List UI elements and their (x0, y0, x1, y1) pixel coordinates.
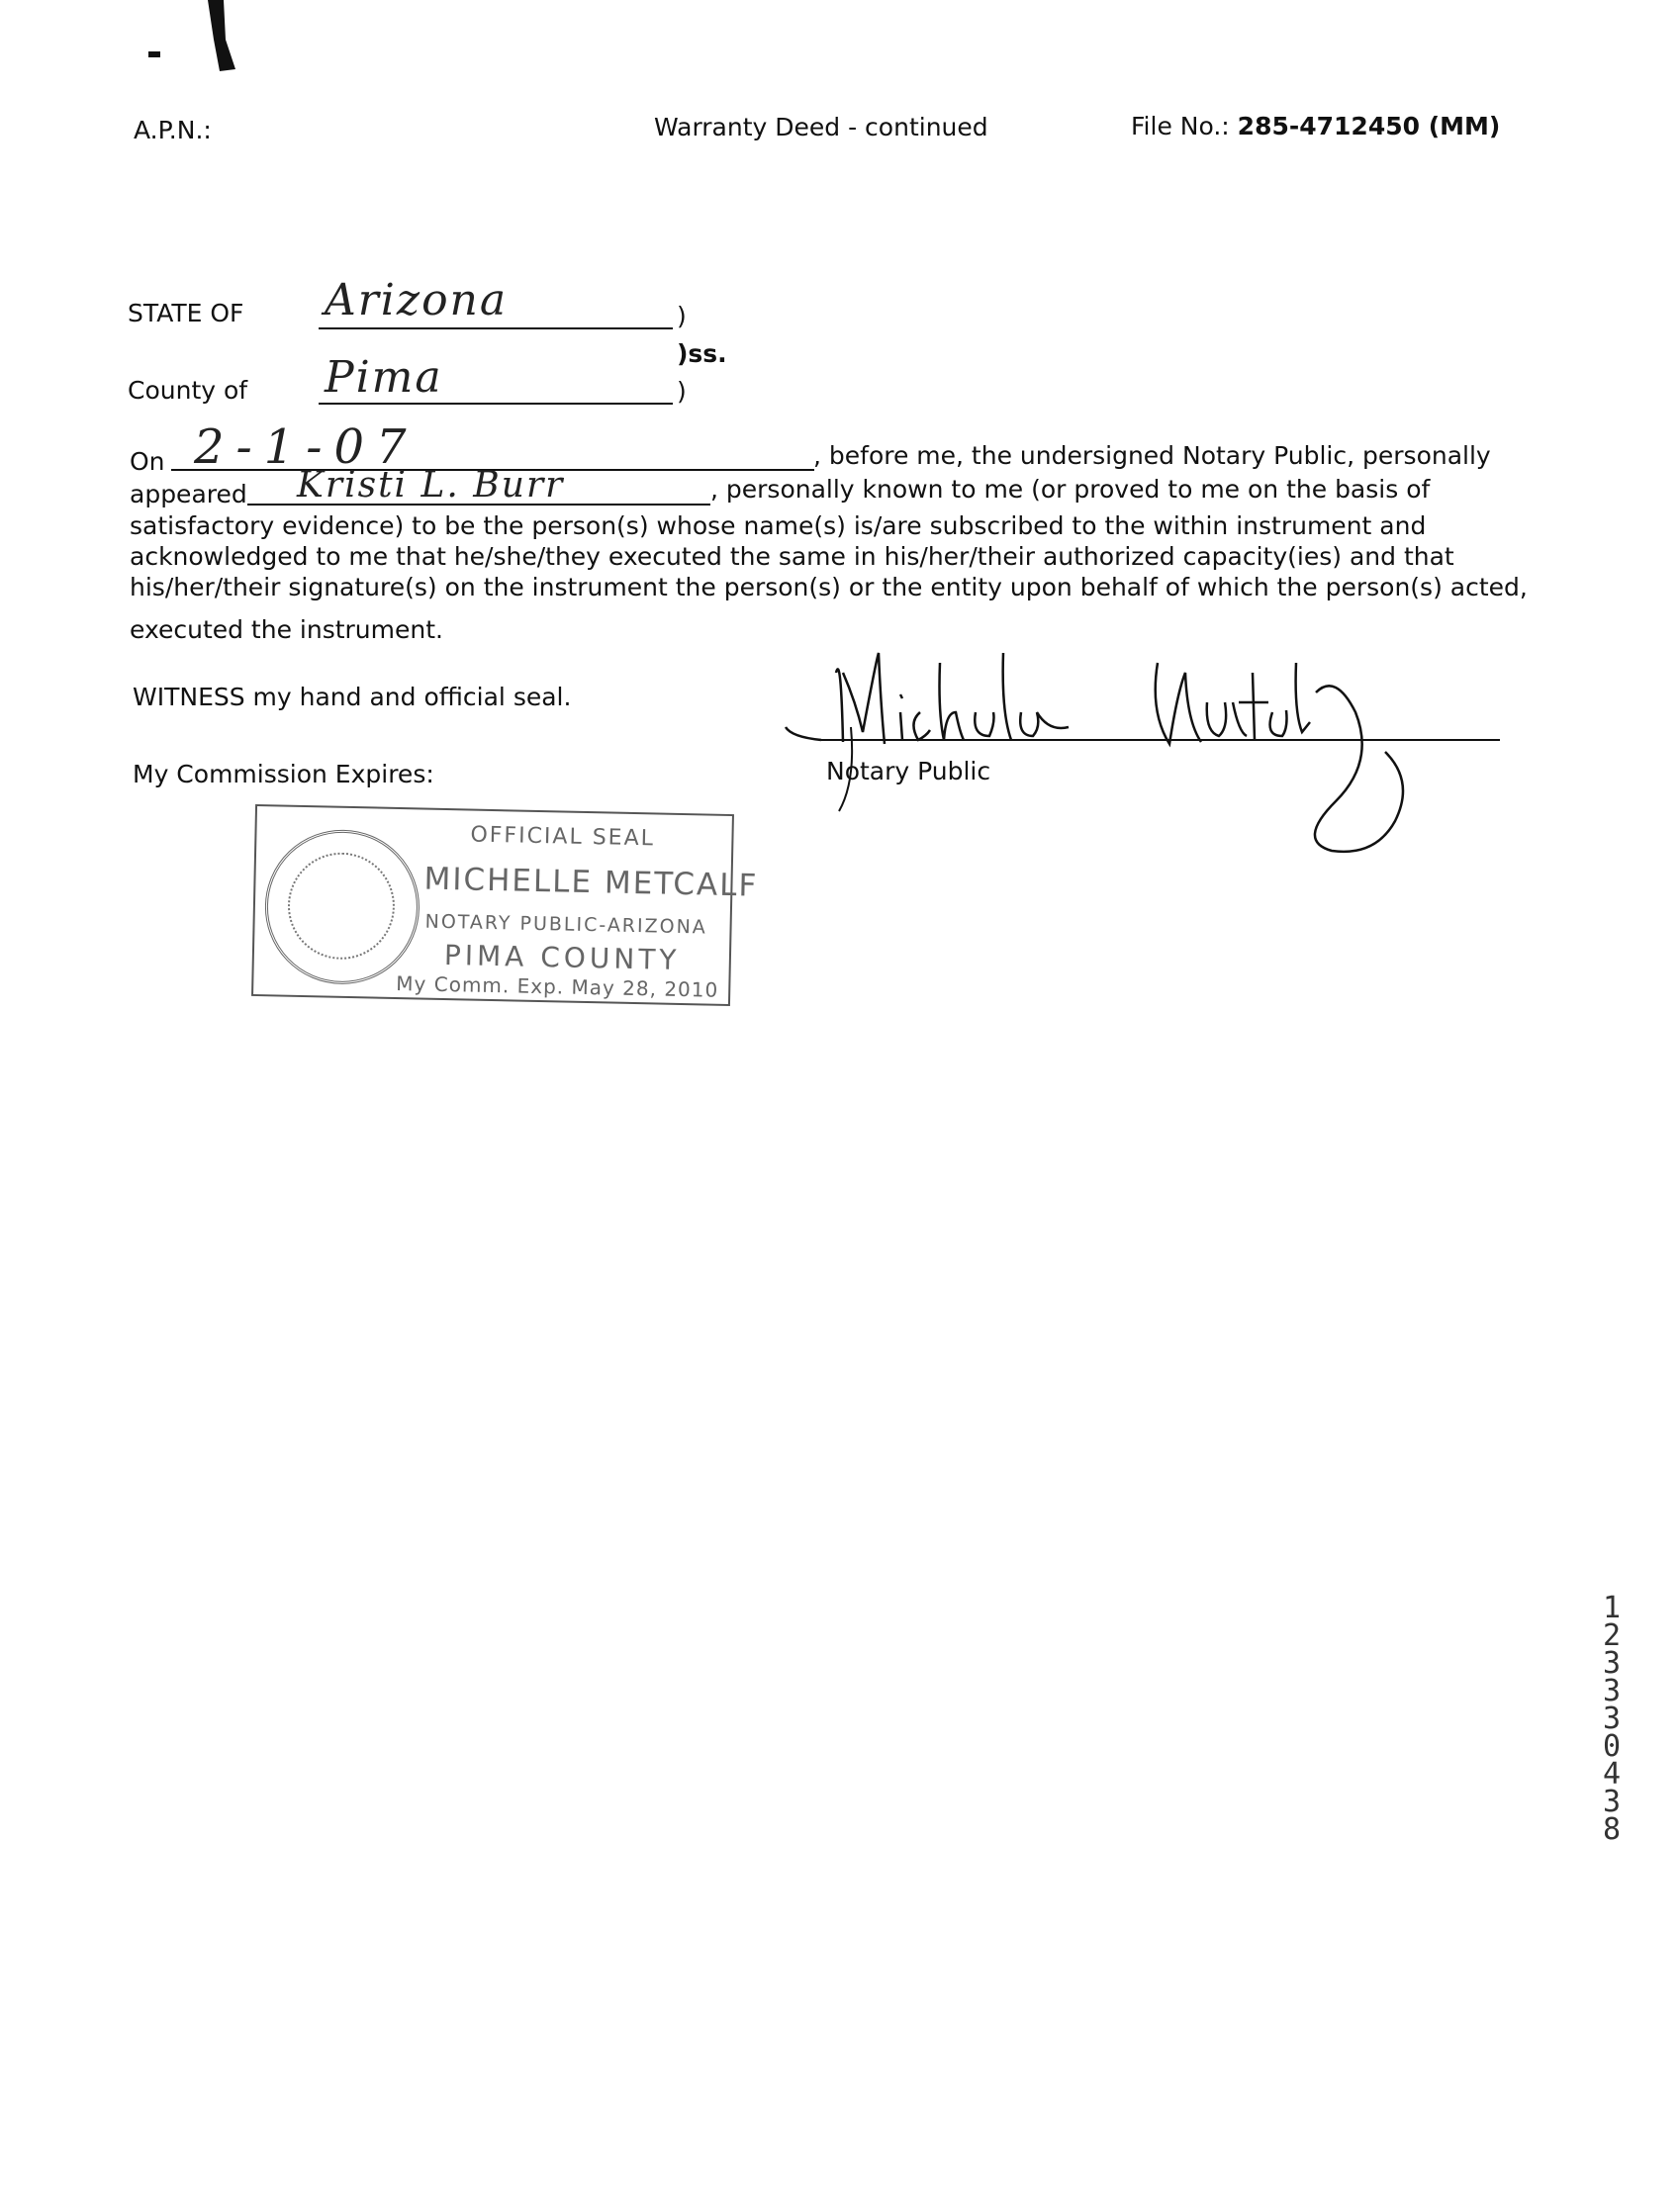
ack-line4: acknowledged to me that he/she/they executed the same in his/her/their authorized capacity(ies) and that (130, 542, 1454, 571)
witness-statement: WITNESS my hand and official seal. (133, 683, 572, 711)
seal-line5: My Comm. Exp. May 28, 2010 (396, 970, 719, 1002)
seal-line2: MICHELLE METCALF (423, 861, 759, 904)
document-title: Warranty Deed - continued (654, 113, 988, 141)
apn-label: A.P.N.: (134, 116, 212, 144)
seal-line4: PIMA COUNTY (443, 938, 681, 976)
on-label: On (130, 447, 165, 476)
file-number-row (1131, 112, 1500, 141)
appeared-label: appeared (130, 480, 247, 508)
scan-mark (206, 0, 230, 69)
appeared-handwritten: Kristi L. Burr (297, 465, 565, 506)
official-seal-stamp (251, 804, 759, 1006)
county-paren: ) (677, 377, 687, 406)
file-number: 285-4712450 (MM) (1237, 112, 1501, 140)
state-label: STATE OF (128, 299, 244, 327)
commission-label: My Commission Expires: (133, 760, 434, 788)
county-line (319, 403, 673, 405)
scan-dot (148, 51, 160, 57)
ack-line1-rest: , before me, the undersigned Notary Public, personally (813, 441, 1491, 470)
notary-public-label: Notary Public (826, 757, 991, 785)
county-handwritten: Pima (325, 352, 443, 403)
ss-marker: )ss. (677, 339, 727, 368)
file-number-label: File No.: (1131, 112, 1230, 140)
ack-line5: his/her/their signature(s) on the instrument the person(s) or the entity upon behalf of which the person(s) acted, (130, 573, 1528, 601)
seal-line3: NOTARY PUBLIC-ARIZONA (424, 910, 708, 939)
county-label: County of (128, 376, 248, 405)
notary-signature-line (821, 739, 1500, 741)
notary-signature (782, 633, 1474, 861)
ack-line6: executed the instrument. (130, 615, 443, 644)
date-handwritten: 2-1-07 (194, 419, 419, 475)
state-line (319, 327, 673, 329)
state-paren: ) (677, 302, 687, 330)
state-handwritten: Arizona (325, 275, 509, 325)
state-seal-icon (263, 828, 420, 985)
ack-line2-rest: , personally known to me (or proved to me on the basis of (710, 475, 1431, 504)
state-seal-inner (287, 852, 396, 961)
recording-number: 12333 0438 (1602, 1591, 1622, 1847)
ack-line3: satisfactory evidence) to be the person(s) whose name(s) is/are subscribed to the within instrument and (130, 511, 1427, 540)
seal-line1: OFFICIAL SEAL (470, 822, 656, 852)
appeared-line (247, 504, 710, 506)
